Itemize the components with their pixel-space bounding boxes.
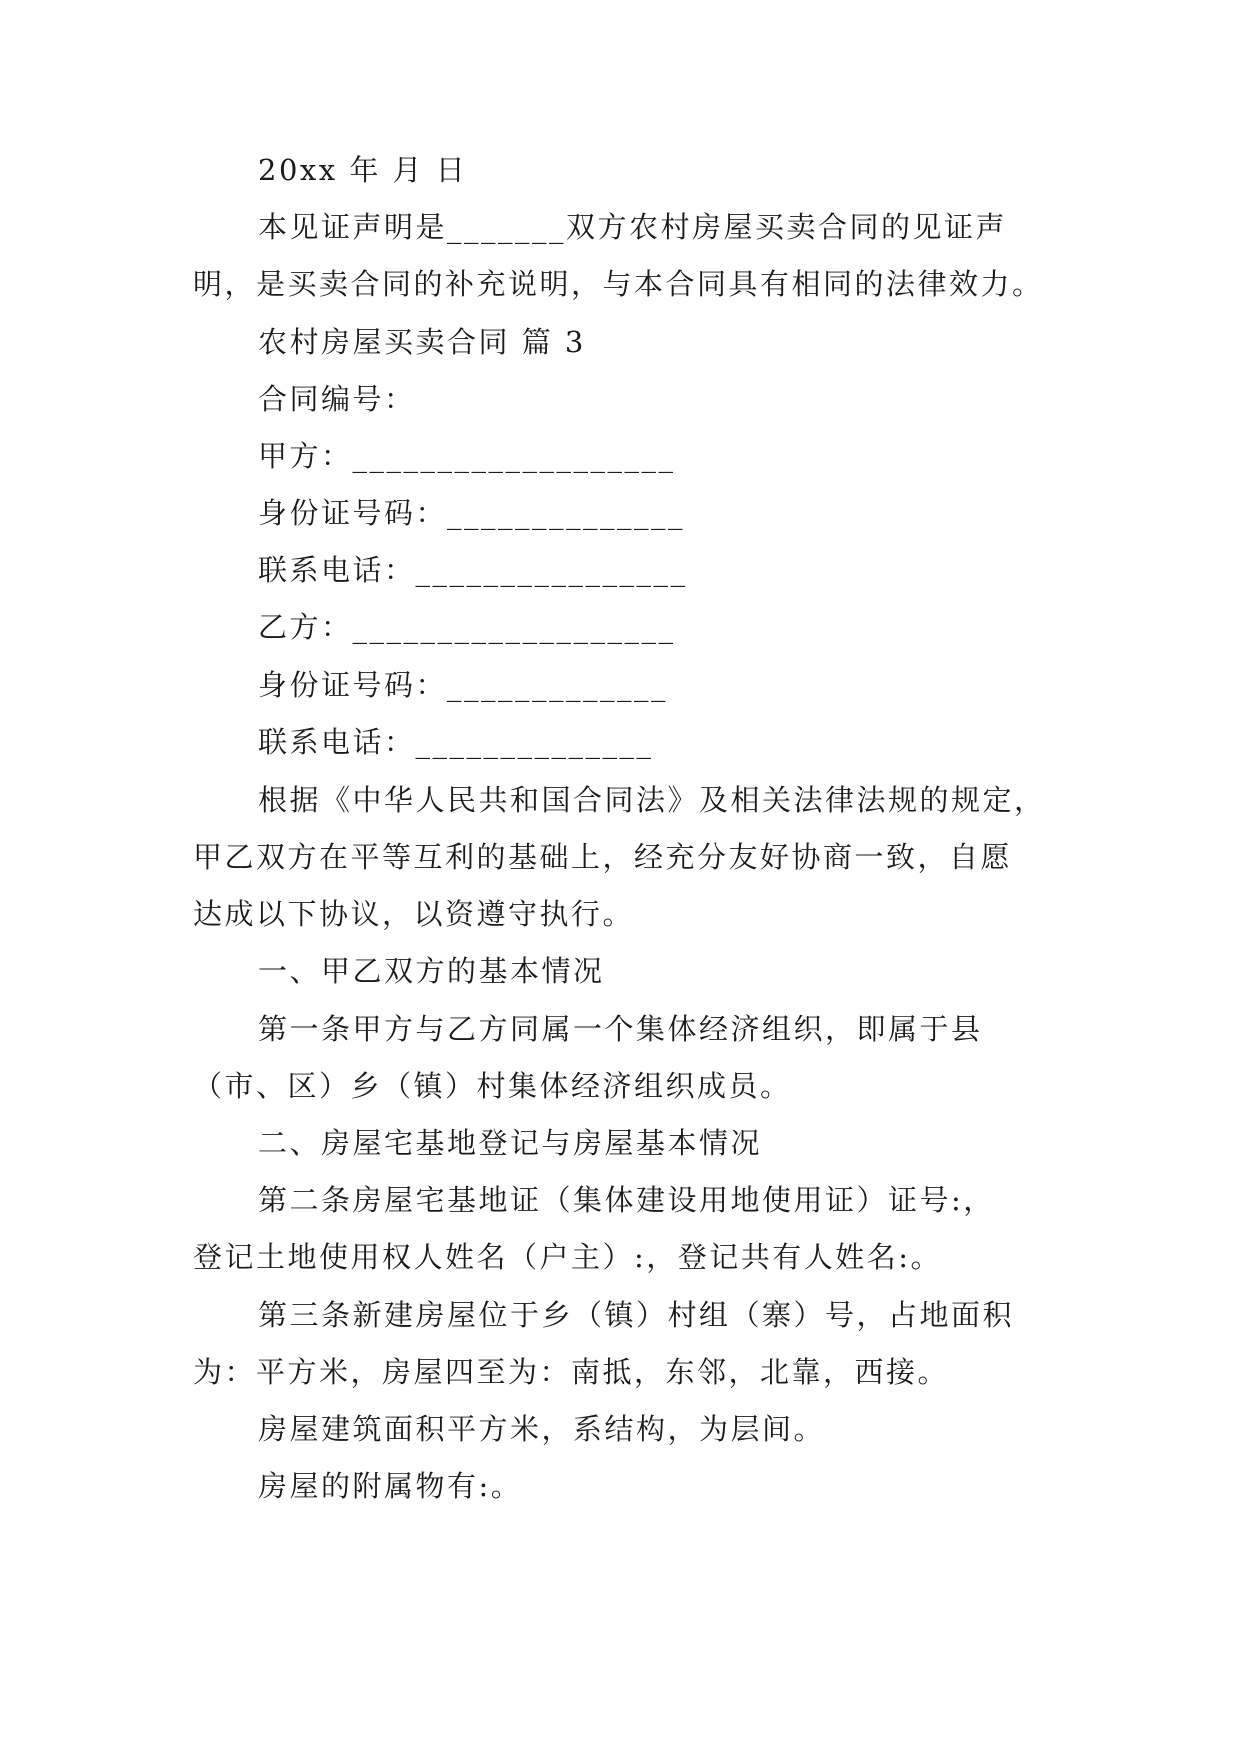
article-2-line-2: 登记土地使用权人姓名（户主）:，登记共有人姓名:。: [193, 1240, 943, 1274]
heading-basic-info: 一、甲乙双方的基本情况: [258, 954, 605, 988]
party-a-field: 甲方：___________________: [258, 439, 676, 473]
article-1-line-2: （市、区）乡（镇）村集体经济组织成员。: [193, 1069, 792, 1103]
article-1-line-1: 第一条甲方与乙方同属一个集体经济组织，即属于县: [258, 1012, 983, 1046]
party-a-id-field: 身份证号码：______________: [258, 496, 686, 530]
article-3-line-2: 为：平方米，房屋四至为：南抵，东邻，北靠，西接。: [193, 1355, 950, 1389]
party-b-field: 乙方：___________________: [258, 610, 676, 644]
party-b-phone-field: 联系电话：______________: [258, 725, 654, 759]
building-area-line: 房屋建筑面积平方米，系结构，为层间。: [258, 1412, 826, 1446]
article-3-line-1: 第三条新建房屋位于乡（镇）村组（寨）号，占地面积: [258, 1298, 1015, 1332]
party-a-phone-field: 联系电话：________________: [258, 553, 688, 587]
preamble-line-2: 甲乙双方在平等互利的基础上，经充分友好协商一致，自愿: [193, 840, 1013, 874]
party-b-id-field: 身份证号码：_____________: [258, 668, 669, 702]
article-2-line-1: 第二条房屋宅基地证（集体建设用地使用证）证号:，: [258, 1183, 995, 1217]
contract-number-field: 合同编号：: [258, 382, 416, 416]
preamble-line-3: 达成以下协议，以资遵守执行。: [193, 897, 635, 931]
date-line: 20xx 年 月 日: [258, 153, 468, 187]
appurtenances-line: 房屋的附属物有:。: [258, 1469, 523, 1503]
section-title: 农村房屋买卖合同 篇 3: [258, 325, 586, 359]
preamble-line-1: 根据《中华人民共和国合同法》及相关法律法规的规定，: [258, 783, 1046, 817]
heading-homestead: 二、房屋宅基地登记与房屋基本情况: [258, 1126, 763, 1160]
witness-statement-line-1: 本见证声明是_______双方农村房屋买卖合同的见证声: [258, 210, 1008, 244]
witness-statement-line-2: 明，是买卖合同的补充说明，与本合同具有相同的法律效力。: [193, 267, 1044, 301]
